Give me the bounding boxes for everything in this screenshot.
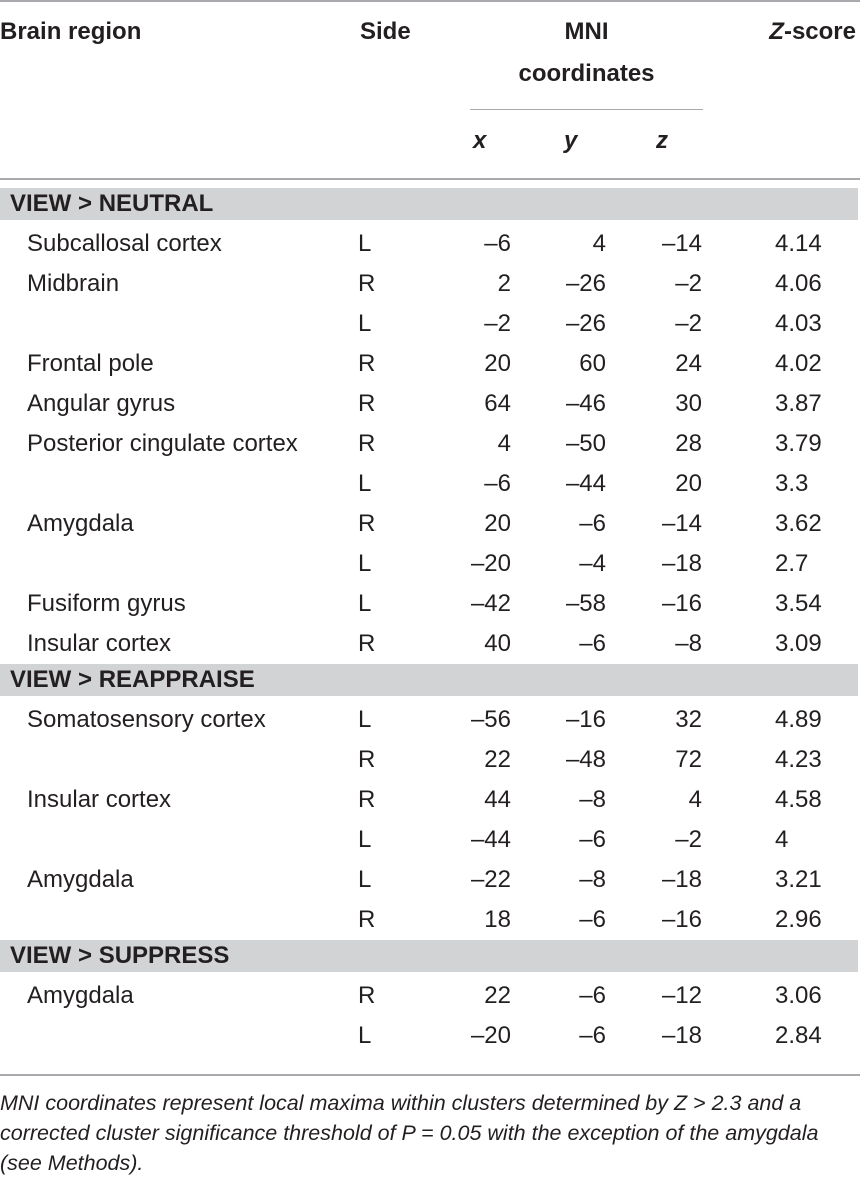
footnote: MNI coordinates represent local maxima within clusters determined by Z > 2.3 and a corrected cluster significance threshold of P = 0.05 with the exception of the amygdala (see Methods). [0,1091,819,1175]
cell-z: –14 [661,510,702,537]
cell-region: Subcallosal cortex [27,230,222,257]
cell-region: Midbrain [27,270,120,297]
cell-zscore: 4.89 [775,706,822,733]
mni-divider [470,109,703,110]
cell-zscore: 3.09 [775,630,822,657]
cell-z: 4 [688,786,702,813]
header-zscore [769,17,856,47]
cell-side: L [358,826,372,853]
table-row [0,464,860,504]
cell-x: 22 [484,982,511,1009]
cell-region: Angular gyrus [27,390,176,417]
header-z: z [656,127,668,154]
cell-y: –4 [579,550,606,577]
cell-region: Fusiform gyrus [27,590,186,617]
cell-x: –44 [470,826,511,853]
table-row [0,780,860,820]
header-zscore-rest: -score [783,18,856,45]
cell-x: 64 [484,390,511,417]
table-row [0,424,860,464]
cell-y: –44 [565,470,606,497]
cell-y: –26 [565,310,606,337]
cell-side: L [358,310,372,337]
cell-side: R [358,350,376,377]
cell-y: 60 [579,350,606,377]
table-row [0,224,860,264]
cell-side: R [358,630,376,657]
cell-zscore: 4.58 [775,786,822,813]
cell-z: 30 [675,390,702,417]
cell-y: –58 [565,590,606,617]
cell-side: R [358,982,376,1009]
cell-y: –6 [579,906,606,933]
cell-x: –2 [484,310,511,337]
cell-side: R [358,270,376,297]
table-row [0,624,860,664]
cell-region: Amygdala [27,510,134,537]
cell-zscore: 3.21 [775,866,822,893]
table-row [0,264,860,304]
table-row [0,544,860,584]
table-row [0,740,860,780]
cell-z: –8 [675,630,702,657]
cell-x: 4 [497,430,511,457]
section-header: VIEW > NEUTRAL [0,188,858,220]
cell-zscore: 4.23 [775,746,822,773]
cell-region: Somatosensory cortex [27,706,266,733]
table-row [0,900,860,940]
cell-zscore: 3.62 [775,510,822,537]
cell-x: –6 [484,470,511,497]
cell-side: L [358,550,372,577]
table-row [0,1016,860,1056]
cell-x: 44 [484,786,511,813]
cell-side: L [358,590,372,617]
cell-zscore: 3.06 [775,982,822,1009]
cell-zscore: 2.84 [775,1022,822,1049]
cell-region: Amygdala [27,982,134,1009]
cell-x: 20 [484,350,511,377]
cell-z: –2 [675,270,702,297]
cell-z: 32 [675,706,702,733]
table-row [0,860,860,900]
cell-y: –50 [565,430,606,457]
cell-y: –46 [565,390,606,417]
cell-x: –20 [470,550,511,577]
cell-y: –6 [579,1022,606,1049]
cell-z: –18 [661,550,702,577]
top-rule [0,0,860,2]
cell-x: –6 [484,230,511,257]
header-x: x [473,127,487,154]
cell-y: –48 [565,746,606,773]
header-mni [470,17,703,89]
header-mni-line2: coordinates [518,60,655,87]
cell-side: R [358,510,376,537]
cell-side: L [358,866,372,893]
cell-x: –20 [470,1022,511,1049]
section-header: VIEW > REAPPRAISE [0,664,858,696]
cell-z: –18 [661,1022,702,1049]
cell-y: –8 [579,866,606,893]
cell-zscore: 3.79 [775,430,822,457]
cell-zscore: 4.14 [775,230,822,257]
cell-z: –14 [661,230,702,257]
cell-y: –16 [565,706,606,733]
cell-side: L [358,230,372,257]
cell-zscore: 2.96 [775,906,822,933]
cell-y: –6 [579,982,606,1009]
cell-z: –16 [661,906,702,933]
header-brain-region: Brain region [0,18,142,45]
cell-z: 20 [675,470,702,497]
cell-zscore: 3.54 [775,590,822,617]
cell-side: L [358,706,372,733]
cell-z: 72 [675,746,702,773]
cell-z: 24 [675,350,702,377]
table-row [0,700,860,740]
cell-x: –42 [470,590,511,617]
cell-z: –18 [661,866,702,893]
cell-side: R [358,390,376,417]
cell-zscore: 4.03 [775,310,822,337]
header-y: y [564,127,578,154]
cell-region: Posterior cingulate cortex [27,430,298,457]
cell-side: L [358,1022,372,1049]
cell-z: –16 [661,590,702,617]
cell-region: Insular cortex [27,630,172,657]
section-header: VIEW > SUPPRESS [0,940,858,972]
cell-y: 4 [592,230,606,257]
bottom-rule [0,1074,860,1076]
cell-side: R [358,786,376,813]
cell-side: R [358,746,376,773]
cell-z: –2 [675,310,702,337]
cell-zscore: 4.06 [775,270,822,297]
table-row [0,976,860,1016]
cell-zscore: 3.87 [775,390,822,417]
header-rule [0,178,860,180]
cell-x: 20 [484,510,511,537]
cell-region: Frontal pole [27,350,154,377]
table-row [0,344,860,384]
cell-side: R [358,430,376,457]
cell-z: –2 [675,826,702,853]
cell-zscore: 4.02 [775,350,822,377]
cell-side: R [358,906,376,933]
cell-x: –22 [470,866,511,893]
cell-zscore: 4 [775,826,789,853]
cell-y: –6 [579,630,606,657]
table-row [0,820,860,860]
cell-zscore: 2.7 [775,550,809,577]
cell-z: 28 [675,430,702,457]
header-side: Side [360,18,411,45]
cell-x: 2 [497,270,511,297]
cell-y: –6 [579,510,606,537]
cell-region: Amygdala [27,866,134,893]
cell-x: 40 [484,630,511,657]
cell-x: 22 [484,746,511,773]
cell-x: –56 [470,706,511,733]
cell-y: –6 [579,826,606,853]
cell-x: 18 [484,906,511,933]
table-row [0,384,860,424]
table-row [0,304,860,344]
cell-zscore: 3.3 [775,470,809,497]
cell-side: L [358,470,372,497]
cell-y: –8 [579,786,606,813]
cell-y: –26 [565,270,606,297]
table-row [0,504,860,544]
header-mni-line1: MNI [564,18,609,45]
table-row [0,584,860,624]
header-zscore-italic: Z [769,18,784,45]
cell-z: –12 [661,982,702,1009]
cell-region: Insular cortex [27,786,172,813]
